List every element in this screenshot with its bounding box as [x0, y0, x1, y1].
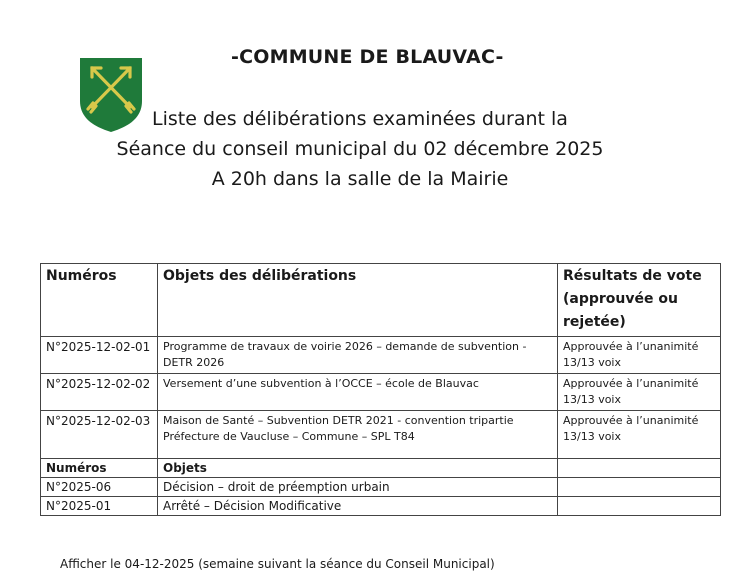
decision-object: Arrêté – Décision Modificative — [158, 497, 558, 516]
header-numeros: Numéros — [41, 264, 158, 337]
object-line: Maison de Santé – Subvention DETR 2021 - convention tripartie — [163, 414, 514, 427]
decisions-header-numeros: Numéros — [41, 459, 158, 478]
decisions-header-empty — [558, 459, 721, 478]
session-subtitle — [100, 104, 620, 194]
vote-result — [558, 337, 721, 374]
decision-object: Décision – droit de préemption urbain — [158, 478, 558, 497]
decision-number: N°2025-01 — [41, 497, 158, 516]
decision-number: N°2025-06 — [41, 478, 158, 497]
commune-title: -COMMUNE DE BLAUVAC- — [231, 46, 504, 68]
deliberations-table — [40, 263, 721, 516]
decision-result-empty — [558, 497, 721, 516]
header-resultats-line: Résultats de vote — [563, 268, 702, 284]
subtitle-line-2: Séance du conseil municipal du 02 décembre 2025 — [116, 138, 604, 160]
result-line: 13/13 voix — [563, 393, 622, 406]
object-line: Préfecture de Vaucluse – Commune – SPL T84 — [163, 430, 415, 443]
object-line: Programme de travaux de voirie 2026 – demande de subvention - — [163, 340, 527, 353]
table-row — [41, 411, 721, 459]
decision-result-empty — [558, 478, 721, 497]
result-line: 13/13 voix — [563, 356, 622, 369]
table-row — [41, 478, 721, 497]
result-line: Approuvée à l’unanimité — [563, 340, 699, 353]
result-line: 13/13 voix — [563, 430, 622, 443]
deliberation-number: N°2025-12-02-02 — [41, 374, 158, 411]
table-row — [41, 497, 721, 516]
deliberation-object — [158, 411, 558, 459]
result-line: Approuvée à l’unanimité — [563, 414, 699, 427]
subtitle-line-3: A 20h dans la salle de la Mairie — [211, 168, 509, 190]
object-line: Versement d’une subvention à l’OCCE – école de Blauvac — [163, 377, 479, 390]
result-line: Approuvée à l’unanimité — [563, 377, 699, 390]
header-objets: Objets des délibérations — [158, 264, 558, 337]
deliberation-number: N°2025-12-02-01 — [41, 337, 158, 374]
vote-result — [558, 374, 721, 411]
decisions-header-row — [41, 459, 721, 478]
deliberation-object — [158, 337, 558, 374]
table-row — [41, 337, 721, 374]
header-resultats-line: (approuvée ou — [563, 291, 678, 307]
object-line: DETR 2026 — [163, 356, 225, 369]
header-resultats-line: rejetée) — [563, 314, 626, 330]
subtitle-line-1: Liste des délibérations examinées durant la — [152, 108, 568, 130]
deliberation-object — [158, 374, 558, 411]
vote-result — [558, 411, 721, 459]
header-resultats — [558, 264, 721, 337]
table-row — [41, 374, 721, 411]
decisions-header-objets: Objets — [158, 459, 558, 478]
table-header-row — [41, 264, 721, 337]
posting-notice: Afficher le 04-12-2025 (semaine suivant la séance du Conseil Municipal) — [60, 557, 495, 571]
deliberation-number: N°2025-12-02-03 — [41, 411, 158, 459]
